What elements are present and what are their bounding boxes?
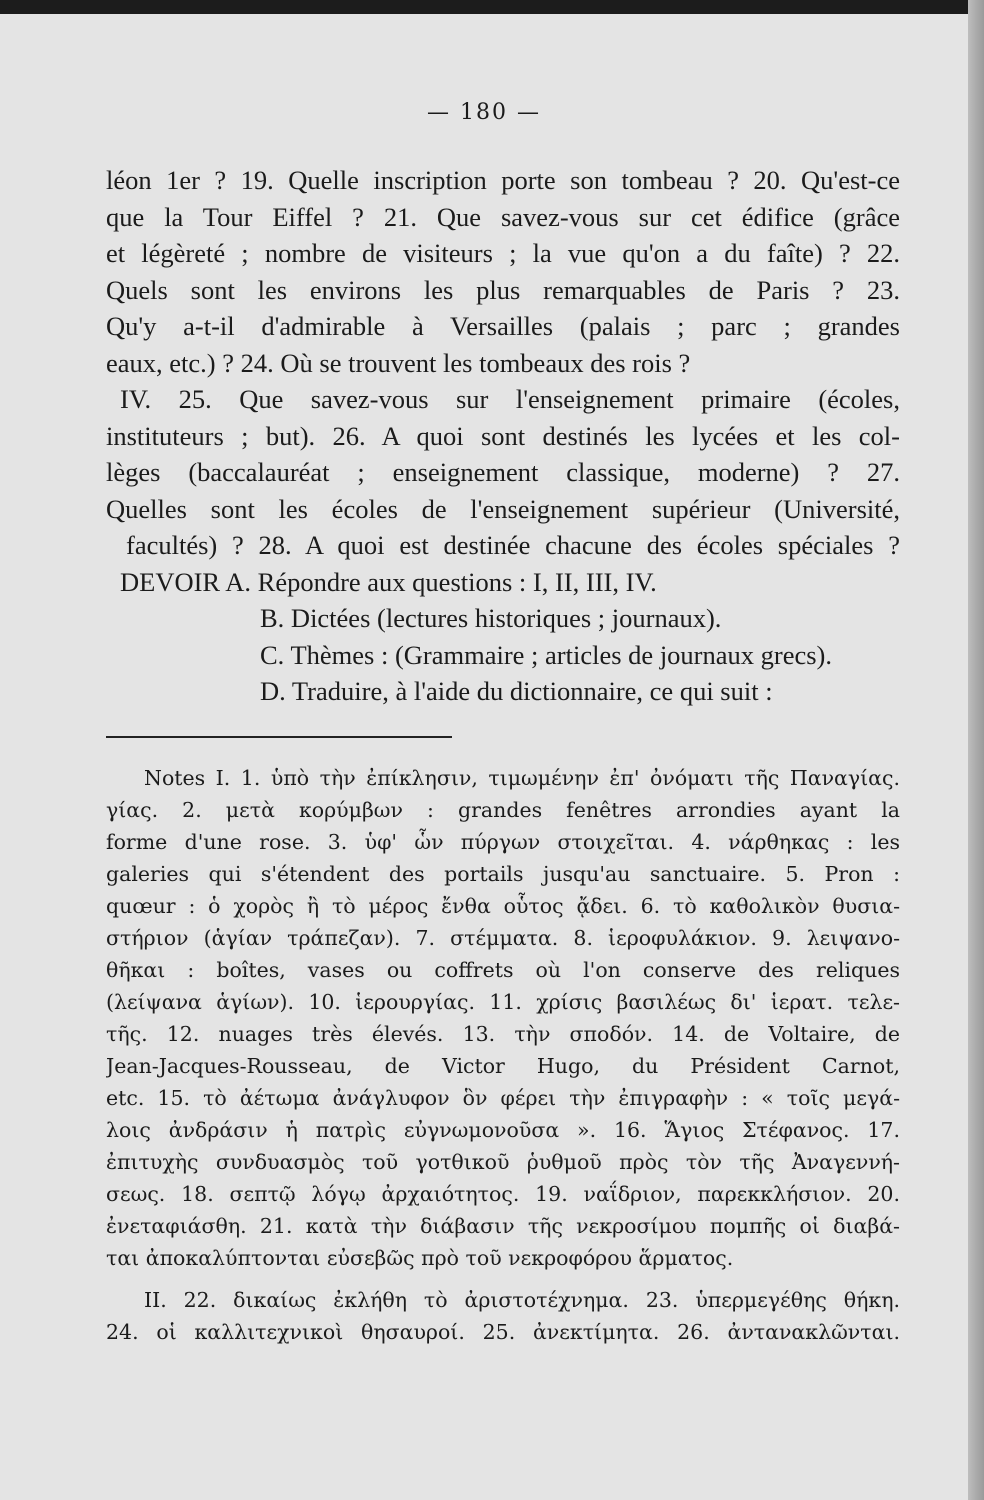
text-line: Qu'y a-t-il d'admirable à Versailles (palais ; parc ; grandes <box>106 311 900 341</box>
note-line: (λείψανα ἁγίων). 10. ἱερουργίας. 11. χρίσις βασιλέως δι' ἱερατ. τελε- <box>106 989 900 1014</box>
note-line: etc. 15. τὸ ἀέτωμα ἀνάγλυφον ὃν φέρει τὴν ἐπιγραφὴν : « τοῖς μεγά- <box>106 1085 900 1110</box>
note-line-part2: II. 22. δικαίως ἐκλήθη τὸ ἀριστοτέχνημα. 23. ὑπερμεγέθης θήκη. <box>144 1287 900 1312</box>
devoir-item-c: C. Thèmes : (Grammaire ; articles de journaux grecs). <box>260 639 833 670</box>
main-text <box>106 162 900 1348</box>
notes-gap <box>106 1274 900 1284</box>
note-line: galeries qui s'étendent des portails jusqu'au sanctuaire. 5. Pron : <box>106 861 900 886</box>
text-line: Quels sont les environs les plus remarquables de Paris ? 23. <box>106 274 900 305</box>
text-line: lèges (baccalauréat ; enseignement classique, moderne) ? 27. <box>106 457 900 487</box>
note-line: forme d'une rose. 3. ὑφ' ὧν πύργων στοιχεῖται. 4. νάρθηκας : les <box>106 829 900 854</box>
book-page <box>0 14 968 1500</box>
text-line: et légèreté ; nombre de visiteurs ; la vue qu'on a du faîte) ? 22. <box>106 238 900 268</box>
note-line: σεως. 18. σεπτῷ λόγῳ ἀρχαιότητος. 19. ναΐδριον, παρεκκλήσιον. 20. <box>106 1181 900 1206</box>
page-number: — 180 — <box>427 100 541 125</box>
text-line: IV. 25. Que savez-vous sur l'enseignement primaire (écoles, <box>120 384 900 414</box>
note-line: στήριον (ἁγίαν τράπεζαν). 7. στέμματα. 8. ἱεροφυλάκιον. 9. λειψανο- <box>106 925 900 950</box>
footnote-rule <box>106 736 452 738</box>
devoir-item-d: D. Traduire, à l'aide du dictionnaire, ce qui suit : <box>260 676 773 706</box>
text-line: eaux, etc.) ? 24. Où se trouvent les tombeaux des rois ? <box>106 347 691 378</box>
text-line: instituteurs ; but). 26. A quoi sont destinés les lycées et les col- <box>106 420 900 451</box>
devoir-item-b: B. Dictées (lectures historiques ; journaux). <box>260 603 722 633</box>
note-line: θῆκαι : boîtes, vases ou coffrets où l'on conserve des reliques <box>106 957 900 982</box>
text-line: Quelles sont les écoles de l'enseignement supérieur (Université, <box>106 493 900 524</box>
note-line: Jean-Jacques-Rousseau, de Victor Hugo, du Président Carnot, <box>106 1053 900 1078</box>
text-line: que la Tour Eiffel ? 21. Que savez-vous sur cet édifice (grâce <box>106 201 900 232</box>
text-line: facultés) ? 28. A quoi est destinée chacune des écoles spéciales ? <box>126 530 900 560</box>
book-top-edge <box>0 0 984 14</box>
devoir-heading: DEVOIR A. Répondre aux questions : I, II, III, IV. <box>120 566 657 597</box>
note-line: λοις ἀνδράσιν ἡ πατρὶς εὐγνωμονοῦσα ». 16. Ἅγιος Στέφανος. 17. <box>106 1117 900 1142</box>
note-line: Notes I. 1. ὑπὸ τὴν ἐπίκλησιν, τιμωμένην ἐπ' ὀνόματι τῆς Παναγίας. <box>144 765 900 790</box>
note-line: quœur : ὁ χορὸς ἢ τὸ μέρος ἔνθα οὗτος ᾄδει. 6. τὸ καθολικὸν θυσια- <box>106 893 900 918</box>
note-line: ται ἀποκαλύπτονται εὐσεβῶς πρὸ τοῦ νεκροφόρου ἅρματος. <box>106 1245 734 1270</box>
note-line: ἐπιτυχὴς συνδυασμὸς τοῦ γοτθικοῦ ῥυθμοῦ πρὸς τὸν τῆς Ἀναγεννή- <box>106 1149 900 1174</box>
note-line-part2: 24. οἱ καλλιτεχνικοὶ θησαυροί. 25. ἀνεκτίμητα. 26. ἀντανακλῶνται. <box>106 1319 900 1344</box>
note-line: γίας. 2. μετὰ κορύμβων : grandes fenêtres arrondies ayant la <box>106 797 900 822</box>
note-line: τῆς. 12. nuages très élevés. 13. τὴν σποδόν. 14. de Voltaire, de <box>106 1021 900 1046</box>
text-line: léon 1er ? 19. Quelle inscription porte son tombeau ? 20. Qu'est-ce <box>106 165 900 195</box>
book-right-edge <box>968 0 984 1500</box>
notes-section <box>106 762 900 1348</box>
note-line: ἐνεταφιάσθη. 21. κατὰ τὴν διάβασιν τῆς νεκροσίμου πομπῆς οἱ διαβά- <box>106 1213 900 1238</box>
